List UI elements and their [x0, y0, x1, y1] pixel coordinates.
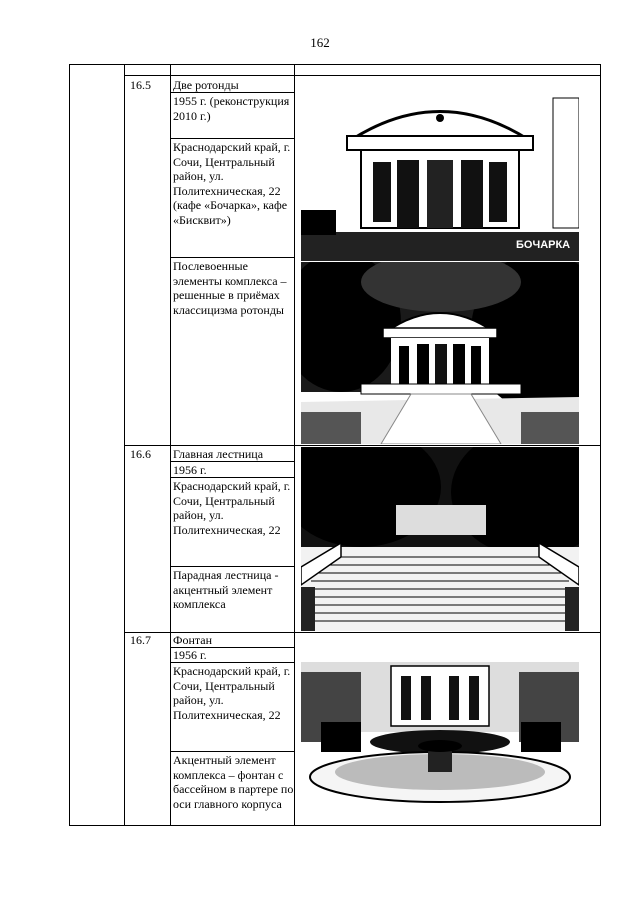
monument-year: 1956 г.	[173, 648, 207, 662]
monument-name: Главная лестница	[173, 447, 264, 461]
monument-address: Краснодарский край, г. Сочи, Центральный район, ул. Политехническая, 22	[173, 479, 291, 537]
monument-name: Фонтан	[173, 633, 213, 647]
monument-description: Парадная лестница - акцентный элемент комплекса	[173, 568, 279, 612]
monument-year: 1956 г.	[173, 463, 207, 477]
cafe-sign: БОЧАРКА	[516, 239, 571, 251]
monument-name: Две ротонды	[173, 78, 239, 92]
monument-description: Послевоенные элементы комплекса – решенные в приёмах классицизма ротонды	[173, 259, 287, 317]
monument-address: Краснодарский край, г. Сочи, Центральный район, ул. Политехническая, 22	[173, 664, 291, 722]
monument-address: Краснодарский край, г. Сочи, Центральный район, ул. Политехническая, 22 (кафе «Бочарка», кафе «Бисквит»)	[173, 140, 291, 227]
row-number: 16.7	[130, 633, 151, 647]
row-number: 16.6	[130, 447, 151, 461]
rotunda-park-photo	[301, 262, 579, 444]
row-number: 16.5	[130, 78, 151, 92]
main-staircase-photo	[301, 447, 579, 631]
monument-description: Акцентный элемент комплекса – фонтан с бассейном в партере по оси главного корпуса	[173, 753, 294, 811]
monument-year: 1955 г. (реконструкция 2010 г.)	[173, 94, 290, 123]
page-number: 162	[310, 35, 330, 50]
rotunda-facade-photo	[301, 78, 579, 261]
monuments-table	[69, 64, 601, 826]
fountain-photo	[301, 642, 579, 810]
